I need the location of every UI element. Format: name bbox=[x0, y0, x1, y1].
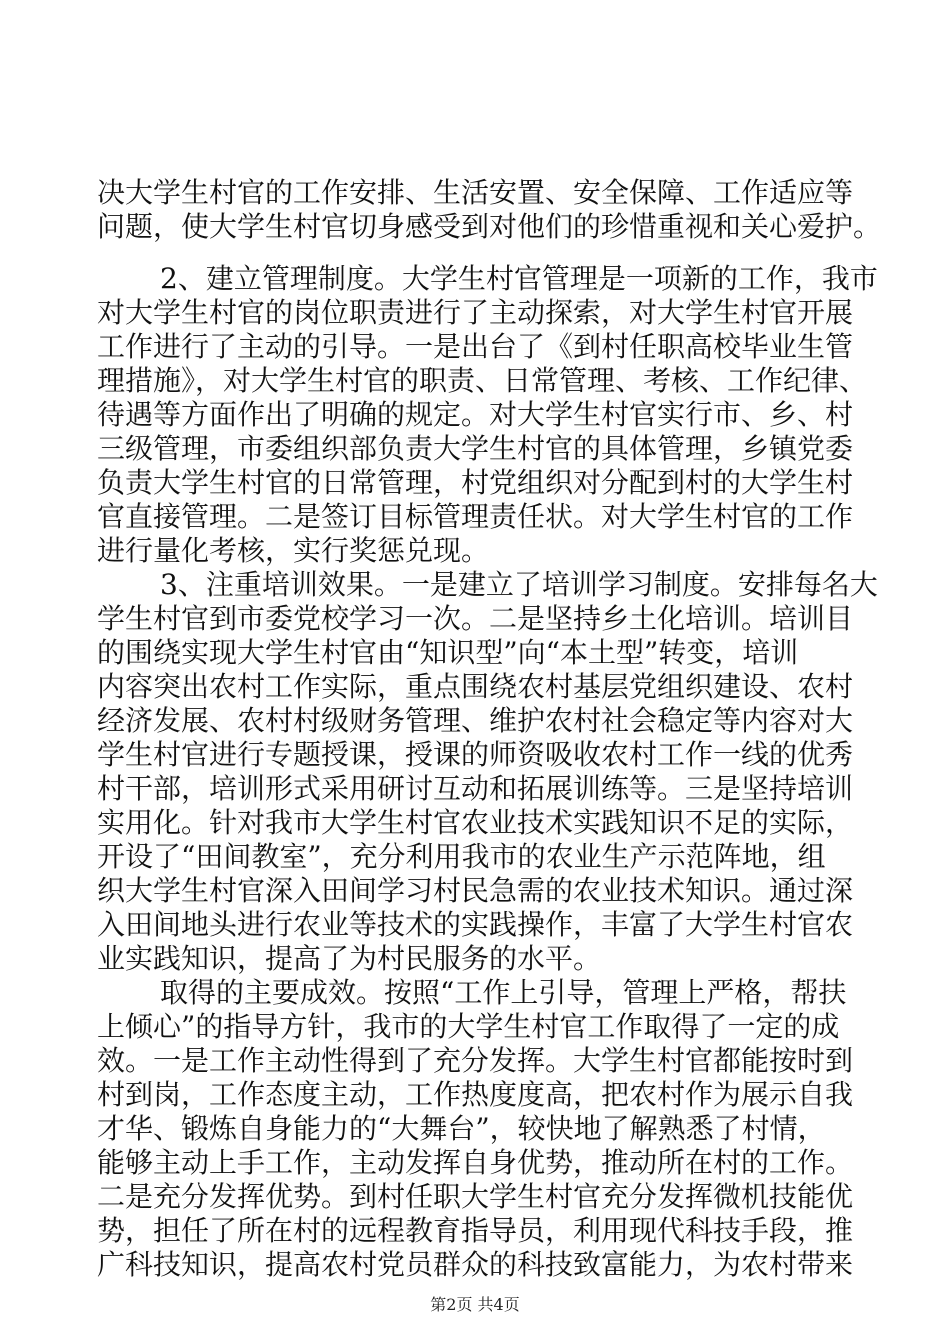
text-line: 效。一是工作主动性得到了充分发挥。大学生村官都能按时到 bbox=[97, 1044, 854, 1077]
text-line: 决大学生村官的工作安排、生活安置、安全保障、工作适应等 bbox=[97, 176, 854, 209]
text-line: 村干部，培训形式采用研讨互动和拓展训练等。三是坚持培训 bbox=[97, 772, 854, 805]
text-line: 官直接管理。二是签订目标管理责任状。对大学生村官的工作 bbox=[97, 500, 854, 533]
text-line: 二是充分发挥优势。到村任职大学生村官充分发挥微机技能优 bbox=[97, 1180, 854, 1213]
text-line: 织大学生村官深入田间学习村民急需的农业技术知识。通过深 bbox=[97, 874, 854, 907]
text-line: 实用化。针对我市大学生村官农业技术实践知识不足的实际， bbox=[97, 806, 854, 839]
text-line: 学生村官进行专题授课，授课的师资吸收农村工作一线的优秀 bbox=[97, 738, 854, 771]
text-line: 势，担任了所在村的远程教育指导员，利用现代科技手段，推 bbox=[97, 1214, 854, 1247]
text-line: 学生村官到市委党校学习一次。二是坚持乡土化培训。培训目 bbox=[97, 602, 854, 635]
text-line: 开设了“田间教室”，充分利用我市的农业生产示范阵地，组 bbox=[97, 840, 826, 873]
text-line: 的围绕实现大学生村官由“知识型”向“本土型”转变，培训 bbox=[97, 636, 799, 669]
text-line: 工作进行了主动的引导。一是出台了《到村任职高校毕业生管 bbox=[97, 330, 854, 363]
text-line: 村到岗，工作态度主动，工作热度度高，把农村作为展示自我 bbox=[97, 1078, 854, 1111]
text-line: 对大学生村官的岗位职责进行了主动探索，对大学生村官开展 bbox=[97, 296, 854, 329]
paragraph-heading-line: 2、建立管理制度。大学生村官管理是一项新的工作，我市 bbox=[160, 262, 878, 295]
text-line: 能够主动上手工作，主动发挥自身优势，推动所在村的工作。 bbox=[97, 1146, 854, 1179]
text-line: 经济发展、农村村级财务管理、维护农村社会稳定等内容对大 bbox=[97, 704, 854, 737]
text-line: 负责大学生村官的日常管理，村党组织对分配到村的大学生村 bbox=[97, 466, 854, 499]
paragraph-heading-line: 3、注重培训效果。一是建立了培训学习制度。安排每名大 bbox=[160, 568, 878, 601]
text-line: 进行量化考核，实行奖惩兑现。 bbox=[97, 534, 490, 567]
text-line: 业实践知识，提高了为村民服务的水平。 bbox=[97, 942, 602, 975]
text-line: 问题，使大学生村官切身感受到对他们的珍惜重视和关心爱护。 bbox=[97, 210, 882, 243]
text-line: 待遇等方面作出了明确的规定。对大学生村官实行市、乡、村 bbox=[97, 398, 854, 431]
text-line: 理措施》，对大学生村官的职责、日常管理、考核、工作纪律、 bbox=[97, 364, 868, 397]
text-line: 才华、锻炼自身能力的“大舞台”，较快地了解熟悉了村情， bbox=[97, 1112, 826, 1145]
page-number-footer: 第2页 共4页 bbox=[430, 1295, 520, 1314]
text-line: 入田间地头进行农业等技术的实践操作，丰富了大学生村官农 bbox=[97, 908, 854, 941]
text-line: 三级管理，市委组织部负责大学生村官的具体管理，乡镇党委 bbox=[97, 432, 854, 465]
text-line: 内容突出农村工作实际，重点围绕农村基层党组织建设、农村 bbox=[97, 670, 854, 703]
text-line: 上倾心”的指导方针，我市的大学生村官工作取得了一定的成 bbox=[97, 1010, 840, 1043]
text-line: 广科技知识，提高农村党员群众的科技致富能力，为农村带来 bbox=[97, 1248, 854, 1281]
paragraph-heading-line: 取得的主要成效。按照“工作上引导，管理上严格，帮扶 bbox=[160, 976, 847, 1009]
